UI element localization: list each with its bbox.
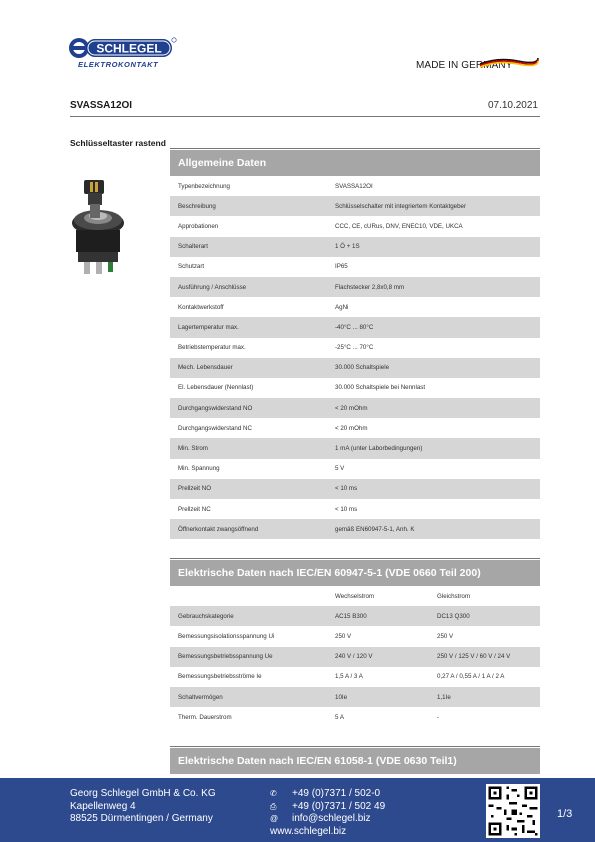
row-label: Prellzeit NO [178, 485, 212, 493]
row-label: Prellzeit NC [178, 505, 211, 513]
row-label: Schutzart [178, 263, 205, 271]
phone-number[interactable]: +49 (0)7371 / 502-0 [292, 788, 381, 799]
schlegel-logo [68, 36, 178, 72]
row-value-ac: AC15 B300 [335, 612, 367, 620]
article-number: SVASSA12OI [70, 100, 133, 111]
col-dc-header: Gleichstrom [437, 592, 471, 600]
row-label: Min. Strom [178, 445, 208, 453]
row-value-dc: 250 V / 125 V / 60 V / 24 V [437, 653, 511, 661]
footer-address [70, 788, 216, 826]
table-row [170, 606, 540, 626]
row-value: 5 V [335, 465, 345, 473]
table-row [170, 707, 540, 727]
row-label: Bemessungsbetriebsspannung Ue [178, 653, 273, 661]
product-image [66, 178, 140, 278]
electrical-61058-heading-text: Elektrische Daten nach IEC/EN 61058-1 (VDE 0630 Teil1) [178, 755, 457, 767]
fax-icon: ⎙ [270, 801, 277, 811]
row-value-dc: 0,27 A / 0,55 A / 1 A / 2 A [437, 673, 505, 681]
table-row [170, 626, 540, 646]
qr-code [486, 784, 540, 838]
company-street: Kapellenweg 4 [70, 800, 136, 812]
row-value: -40°C ... 80°C [335, 323, 374, 331]
table-row [170, 196, 540, 216]
general-data-table [170, 150, 540, 539]
table-row [170, 358, 540, 378]
table-row [170, 479, 540, 499]
row-value: 30.000 Schaltspiele bei Nennlast [335, 384, 426, 392]
page-number: 1/3 [557, 808, 573, 820]
table-row [170, 438, 540, 458]
row-label: Mech. Lebensdauer [178, 364, 233, 372]
company-city: 88525 Dürmentingen / Germany [70, 813, 213, 824]
general-data-heading [170, 150, 540, 176]
footer-contact [270, 788, 385, 838]
row-value: < 20 mOhm [335, 424, 368, 432]
table-row [170, 176, 540, 196]
row-value-dc: 1,1Ie [437, 693, 451, 701]
table-row [170, 519, 540, 539]
table-row [170, 378, 540, 398]
row-label: Ausführung / Anschlüsse [178, 283, 247, 291]
document-date: 07.10.2021 [487, 100, 538, 111]
table-row [170, 687, 540, 707]
header-divider [70, 116, 540, 117]
table-row [170, 237, 540, 257]
row-value: 1 Ö + 1S [335, 243, 360, 251]
row-value: 30.000 Schaltspiele [335, 364, 390, 372]
row-value: -25°C ... 70°C [335, 344, 374, 352]
row-label: Beschreibung [178, 202, 216, 210]
table-row [170, 418, 540, 438]
product-name: Schlüsseltaster rastend [70, 138, 166, 148]
row-value: < 20 mOhm [335, 404, 368, 412]
row-label: Lagertemperatur max. [178, 323, 239, 331]
electrical-61058-heading [170, 748, 540, 774]
row-value-dc: - [437, 713, 440, 721]
row-label: Durchgangswiderstand NC [178, 424, 252, 432]
electrical-data-61058-table [170, 748, 540, 774]
row-value: < 10 ms [335, 505, 358, 513]
phone-icon: ✆ [270, 789, 277, 798]
row-label: Betriebstemperatur max. [178, 344, 246, 352]
row-value-ac: 5 A [335, 713, 344, 721]
row-label: El. Lebensdauer (Nennlast) [178, 384, 254, 392]
electrical-60947-column-header [170, 586, 540, 606]
row-label: Typenbezeichnung [178, 182, 230, 190]
row-label: Schalterart [178, 243, 208, 251]
row-value: < 10 ms [335, 485, 358, 493]
footer [0, 778, 595, 842]
row-label: Schaltvermögen [178, 693, 223, 701]
row-label: Min. Spannung [178, 465, 220, 473]
website-link[interactable]: www.schlegel.biz [270, 825, 347, 837]
made-in-label: MADE IN GERMANY [416, 60, 513, 71]
german-flag-swoosh [478, 55, 540, 69]
row-label: Kontaktwerkstoff [178, 303, 224, 311]
table-row [170, 338, 540, 358]
electrical-60947-heading [170, 560, 540, 586]
logo-subtitle: ELEKTROKONTAKT [78, 60, 159, 69]
row-label: Bemessungsisolationsspannung Ui [178, 632, 275, 640]
table-row [170, 647, 540, 667]
row-value-ac: 250 V [335, 632, 352, 640]
row-value: gemäß EN60947-5-1, Anh. K [335, 525, 415, 533]
table-row [170, 317, 540, 337]
row-value-ac: 240 V / 120 V [335, 653, 373, 661]
logo-wordmark: SCHLEGEL [96, 41, 162, 56]
table-row [170, 667, 540, 687]
row-value: Flachstecker 2,8x0,8 mm [335, 283, 405, 291]
row-value-dc: 250 V [437, 632, 454, 640]
electrical-data-60947-table [170, 560, 540, 727]
row-value-dc: DC13 Q300 [437, 612, 470, 620]
row-value: IP65 [335, 263, 348, 271]
table-row [170, 257, 540, 277]
table-row [170, 459, 540, 479]
electrical-60947-heading-text: Elektrische Daten nach IEC/EN 60947-5-1 (VDE 0660 Teil 200) [178, 567, 481, 579]
general-data-heading-text: Allgemeine Daten [178, 157, 267, 169]
row-label: Öffnerkontakt zwangsöffnend [178, 525, 259, 533]
schlegel-logo-mark [68, 36, 178, 60]
row-label: Approbationen [178, 222, 219, 230]
row-label: Bemessungsbetriebsströme Ie [178, 673, 262, 681]
row-value: SVASSA12OI [335, 182, 373, 190]
row-label: Therm. Dauerstrom [178, 713, 232, 721]
fax-number: +49 (0)7371 / 502 49 [292, 800, 386, 812]
col-ac-header: Wechselstrom [335, 592, 375, 600]
table-row [170, 277, 540, 297]
table-row [170, 297, 540, 317]
company-name: Georg Schlegel GmbH & Co. KG [70, 788, 216, 799]
row-value: AgNi [335, 303, 349, 311]
row-label: Durchgangswiderstand NO [178, 404, 253, 412]
table-row [170, 216, 540, 236]
row-value-ac: 10Ie [335, 693, 348, 701]
row-value: 1 mA (unter Laborbedingungen) [335, 445, 423, 453]
row-value-ac: 1,5 A / 3 A [335, 673, 363, 681]
row-value: Schlüsselschalter mit integriertem Kontaktgeber [335, 202, 467, 210]
table-row [170, 499, 540, 519]
email-icon: @ [270, 814, 279, 823]
row-value: CCC, CE, cURus, DNV, ENEC10, VDE, UKCA [335, 222, 463, 230]
email-link[interactable]: info@schlegel.biz [292, 813, 371, 824]
table-row [170, 398, 540, 418]
row-label: Gebrauchskategorie [178, 612, 234, 620]
